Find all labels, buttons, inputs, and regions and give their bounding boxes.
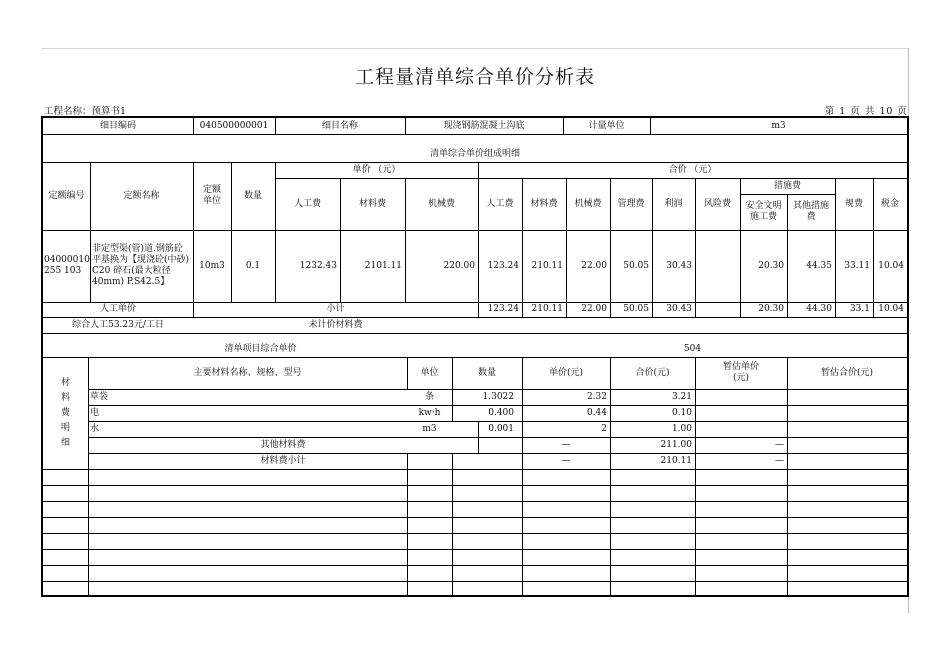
material-unit-header: 单位 [420, 367, 439, 378]
page-title: 工程量清单综合单价分析表 [354, 66, 595, 88]
detail-title: 清单综合单价组成明细 [429, 148, 520, 159]
material-row-name: 电 [90, 407, 100, 418]
material-est-total-header: 暂估合价(元) [820, 367, 874, 378]
unit-value: m3 [771, 120, 786, 131]
row1-quantity: 0.1 [245, 260, 261, 271]
col-fees: 规费 [844, 198, 863, 209]
material-row-price: 0.44 [586, 407, 607, 418]
row1-machine: 220.00 [443, 260, 475, 271]
other-material-label: 其他材料费 [260, 439, 306, 450]
col-quota-name: 定额名称 [123, 190, 160, 201]
code-value: 040500000001 [199, 120, 269, 131]
row1-other-measures: 44.35 [806, 260, 832, 271]
col-quota-unit: 定额单位 [202, 185, 221, 206]
page-top-rule [41, 48, 909, 49]
col-unit-price-group: 单价 （元） [352, 164, 401, 175]
material-est-price-header: 暂估单价(元) [722, 362, 759, 383]
subtotal-safety: 20.30 [758, 304, 784, 314]
page-indicator: 第 1 页 共 10 页 [824, 106, 908, 117]
col-quantity: 数量 [243, 190, 262, 201]
material-side-label: 材料费明细 [60, 377, 70, 448]
material-row-qty: 1.3022 [482, 391, 514, 402]
other-material-total: 211.00 [660, 439, 692, 450]
subtotal-management: 50.05 [623, 304, 649, 314]
labor-rate: 综合人工53.23元/工日 [72, 319, 164, 330]
unit-label: 计量单位 [588, 120, 625, 131]
subtotal-tax: 10.04 [878, 304, 904, 314]
labor-unit-price-label: 人工单价 [99, 304, 136, 314]
col-quota-no: 定额编号 [48, 190, 85, 201]
row1-labor-total: 123.24 [487, 260, 519, 271]
col-tax: 税金 [880, 198, 899, 209]
other-material-price: — [561, 439, 571, 450]
material-qty-header: 数量 [477, 367, 496, 378]
col-other-measures: 其他措施费 [792, 201, 829, 222]
row1-material: 2101.11 [364, 260, 402, 271]
row1-fees: 33.11 [844, 260, 870, 271]
row1-tax: 10.04 [878, 260, 904, 271]
row1-risk [695, 230, 740, 302]
subtotal-machine: 22.00 [581, 304, 607, 314]
row1-management: 50.05 [623, 260, 649, 271]
subtotal-label: 小计 [326, 304, 345, 314]
material-row-total: 0.10 [671, 407, 692, 418]
material-row-qty: 0.400 [488, 407, 514, 418]
row1-quota-name: 非定型渠(管)道.钢筋砼平基换为【现浇砼(中砂) C20 碎石(最大粒径40mm) P.S42.5】 [92, 244, 190, 287]
material-subtotal-label: 材料费小计 [260, 455, 306, 466]
row1-quota-no: 04000010255 103 [44, 255, 90, 276]
material-row-unit: 条 [424, 391, 434, 402]
col-machine-total: 机械费 [574, 198, 602, 209]
item-unit-price-label: 清单项目综合单价 [224, 343, 297, 354]
material-row-total: 3.21 [671, 391, 692, 402]
subtotal-material: 210.11 [531, 304, 563, 314]
material-name-header: 主要材料名称、规格、型号 [193, 367, 302, 378]
material-row-unit: kw·h [418, 407, 441, 418]
item-unit-price-value: 504 [683, 343, 702, 354]
row1-labor: 1232.43 [299, 260, 337, 271]
row1-profit: 30.43 [666, 260, 692, 271]
material-row-name: 水 [90, 423, 100, 434]
col-measures: 措施费 [773, 180, 801, 191]
row1-machine-total: 22.00 [581, 260, 607, 271]
material-row-unit: m3 [422, 423, 437, 434]
col-labor: 人工费 [293, 198, 321, 209]
material-row-total: 1.00 [671, 423, 692, 434]
col-material: 材料费 [358, 198, 386, 209]
col-safety: 安全文明施工费 [745, 201, 782, 222]
name-value: 现浇钢筋混凝土沟底 [443, 120, 525, 131]
col-profit: 利润 [664, 198, 683, 209]
subtotal-labor: 123.24 [487, 304, 519, 314]
name-label: 细目名称 [321, 120, 358, 131]
col-machine: 机械费 [427, 198, 455, 209]
material-price-header: 单价(元) [548, 367, 584, 378]
code-label: 细目编码 [99, 120, 136, 131]
material-subtotal-total: 210.11 [660, 455, 692, 466]
col-risk: 风险费 [703, 198, 731, 209]
material-total-header: 合价(元) [635, 367, 670, 378]
material-row-price: 2.32 [586, 391, 607, 402]
analysis-table [41, 116, 909, 597]
col-total-price-group: 合价 （元） [668, 164, 717, 175]
subtotal-fees: 33.1 [849, 304, 870, 314]
row1-material-total: 210.11 [531, 260, 563, 271]
material-row-name: 草袋 [90, 391, 109, 402]
project-name: 工程名称：预算书1 [44, 106, 127, 117]
col-management: 管理费 [617, 198, 645, 209]
row1-safety: 20.30 [758, 260, 784, 271]
col-labor-total: 人工费 [486, 198, 514, 209]
col-material-total: 材料费 [530, 198, 558, 209]
unpriced-material-label: 未计价材料费 [308, 319, 363, 330]
subtotal-profit: 30.43 [666, 304, 692, 314]
material-subtotal-est: — [775, 455, 784, 466]
material-subtotal-price: — [561, 455, 571, 466]
material-row-qty: 0.001 [488, 423, 514, 434]
subtotal-other-measures: 44.30 [806, 304, 832, 314]
material-row-price: 2 [601, 423, 607, 434]
row1-unit: 10m3 [199, 260, 225, 271]
other-material-est: — [775, 439, 784, 450]
